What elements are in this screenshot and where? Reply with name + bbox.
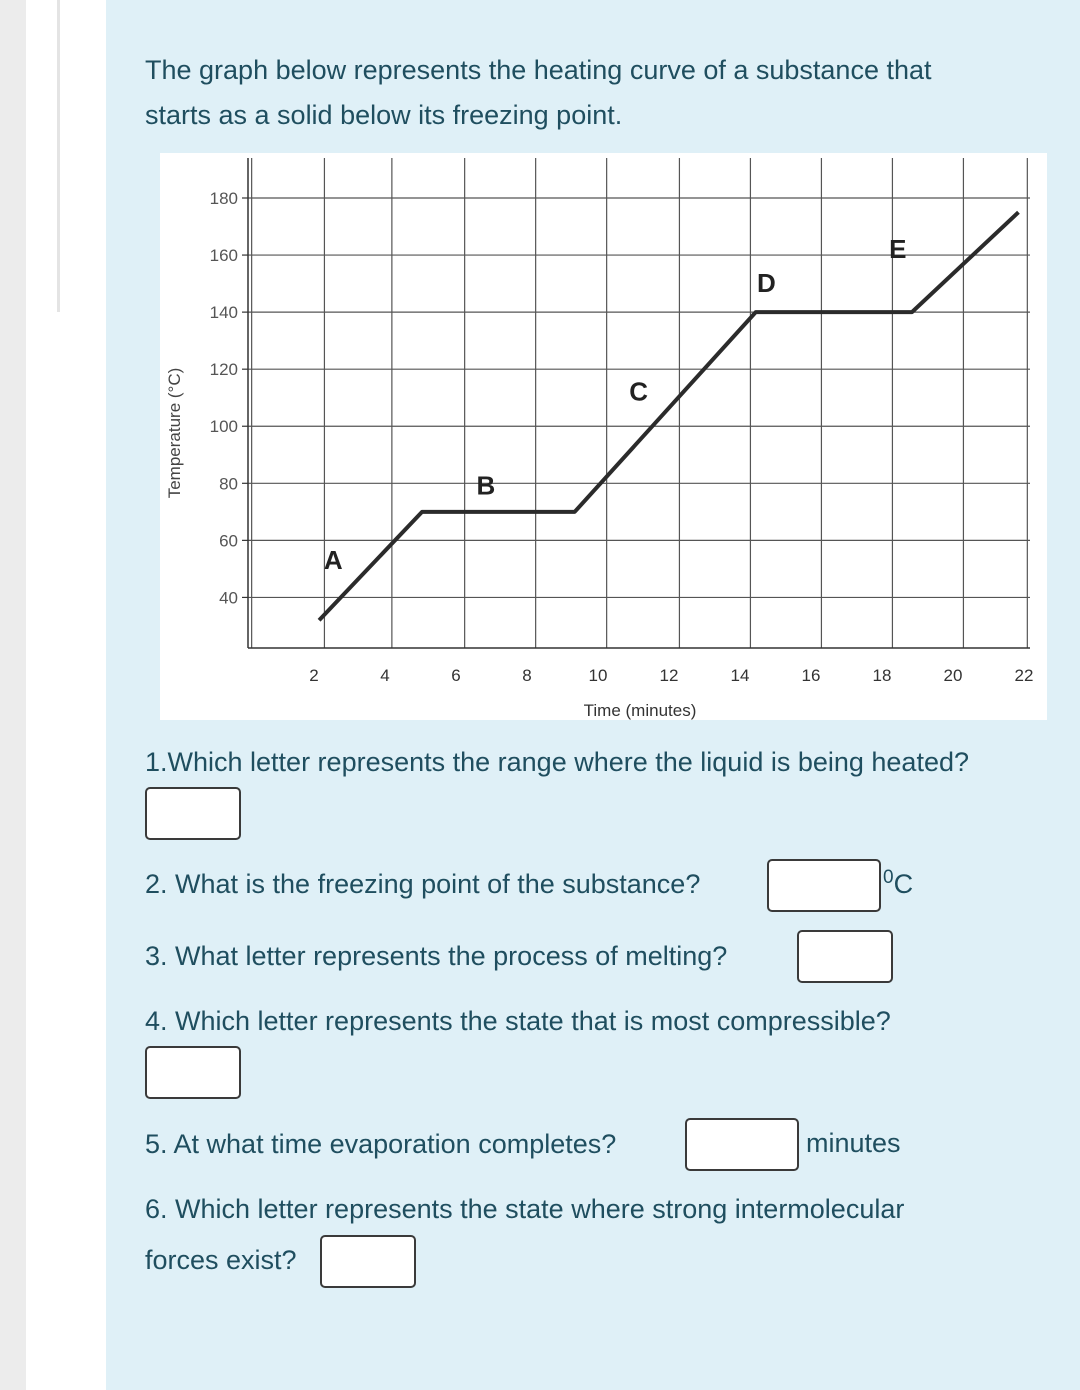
x-tick-label: 20 xyxy=(943,666,963,685)
x-tick-label: 22 xyxy=(1014,666,1034,685)
x-tick-label: 4 xyxy=(380,666,390,685)
answer-6-input[interactable] xyxy=(320,1235,416,1288)
left-margin xyxy=(0,0,26,1390)
x-axis-label: Time (minutes) xyxy=(583,701,697,720)
segment-label-b: B xyxy=(476,470,496,501)
unit-superscript: 0 xyxy=(883,867,894,888)
chart-ticks xyxy=(210,189,1034,685)
segment-label-c: C xyxy=(629,376,648,407)
segment-label-a: A xyxy=(323,544,343,575)
heating-curve-chart xyxy=(160,153,1047,720)
question-3: 3. What letter represents the process of melting? xyxy=(145,941,728,971)
x-tick-label: 14 xyxy=(730,666,750,685)
y-tick-label: 60 xyxy=(219,531,238,551)
question-6-line-2: forces exist? xyxy=(145,1245,297,1275)
intro-line-1: The graph below represents the heating curve of a substance that xyxy=(145,55,932,85)
answer-4-input[interactable] xyxy=(145,1046,241,1099)
x-tick-label: 8 xyxy=(522,666,532,685)
x-tick-label: 12 xyxy=(659,666,679,685)
y-tick-label: 120 xyxy=(209,360,238,380)
heating-curve-line xyxy=(319,212,1018,620)
question-2-unit xyxy=(883,867,913,900)
intro-line-2: starts as a solid below its freezing point. xyxy=(145,100,623,130)
question-2: 2. What is the freezing point of the substance? xyxy=(145,869,701,899)
question-6-line-1: 6. Which letter represents the state where strong intermolecular xyxy=(145,1194,905,1224)
x-tick-label: 6 xyxy=(451,666,461,685)
answer-2-input[interactable] xyxy=(767,859,881,912)
question-4: 4. Which letter represents the state that is most compressible? xyxy=(145,1006,891,1036)
y-tick-label: 160 xyxy=(209,246,238,266)
x-tick-label: 2 xyxy=(309,666,319,685)
chart-curve xyxy=(319,212,1018,620)
y-tick-label: 140 xyxy=(209,303,238,323)
x-tick-label: 10 xyxy=(588,666,608,685)
segment-label-e: E xyxy=(889,233,907,264)
y-tick-label: 40 xyxy=(219,588,238,608)
x-tick-label: 16 xyxy=(801,666,821,685)
y-tick-label: 180 xyxy=(209,189,238,208)
scroll-track xyxy=(57,0,60,312)
answer-5-input[interactable] xyxy=(685,1118,799,1171)
answer-1-input[interactable] xyxy=(145,787,241,840)
side-column xyxy=(26,0,106,1390)
segment-label-d: D xyxy=(757,268,776,299)
unit-celsius: C xyxy=(893,869,914,899)
y-tick-label: 80 xyxy=(219,474,238,494)
chart-svg xyxy=(160,153,1047,720)
intro-text xyxy=(145,48,1045,138)
y-tick-label: 100 xyxy=(209,417,238,437)
question-1: 1.Which letter represents the range where the liquid is being heated? xyxy=(145,747,970,777)
answer-3-input[interactable] xyxy=(797,930,893,983)
y-axis-label: Temperature (°C) xyxy=(165,367,184,499)
x-tick-label: 18 xyxy=(872,666,892,685)
question-5-unit: minutes xyxy=(806,1128,901,1158)
question-5: 5. At what time evaporation completes? xyxy=(145,1129,617,1159)
